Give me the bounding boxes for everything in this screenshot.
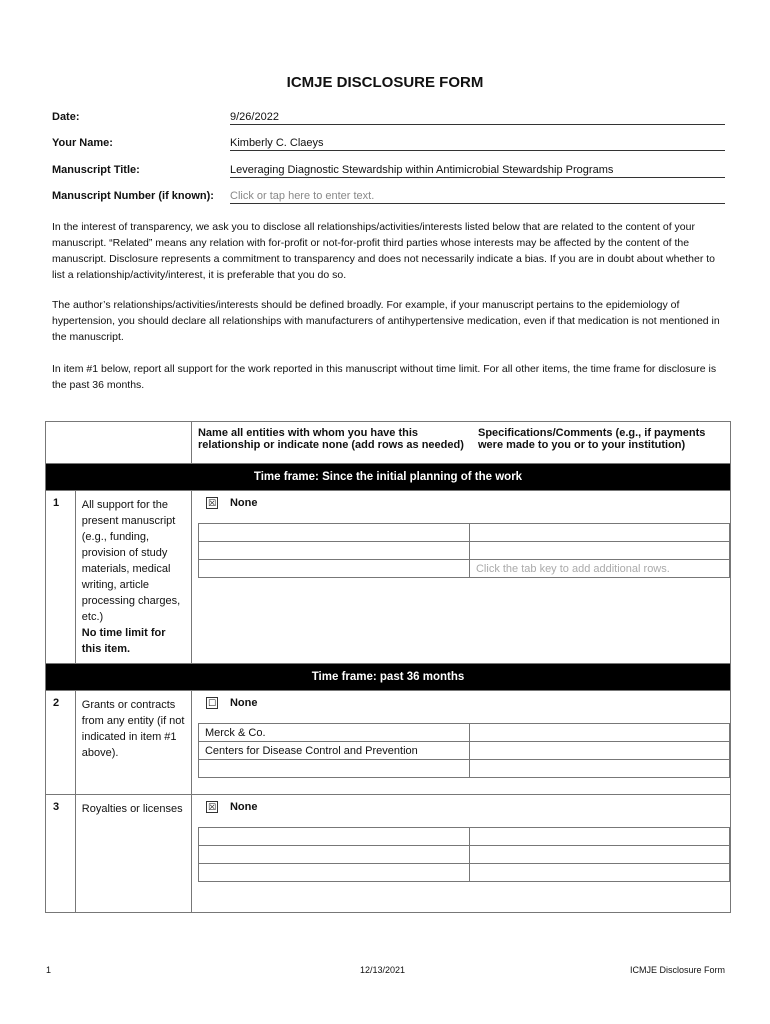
item-description: Grants or contracts from any entity (if not indicated in item #1 above).	[75, 691, 191, 795]
none-label: None	[229, 497, 258, 509]
footer-page-number: 1	[46, 965, 52, 975]
timeframe-band-initial: Time frame: Since the initial planning of the work	[46, 464, 731, 491]
entity-cell[interactable]	[198, 828, 469, 846]
header-blank-cell	[46, 422, 192, 464]
entity-cell[interactable]	[198, 760, 469, 778]
timeframe-paragraph: In item #1 below, report all support for the work reported in this manuscript without time limit. For all other items, the time frame for disclosure is the past 36 months.	[52, 363, 717, 391]
spec-cell[interactable]	[469, 846, 729, 864]
name-field[interactable]: Kimberly C. Claeys	[230, 137, 725, 151]
spec-cell[interactable]	[469, 760, 729, 778]
none-label: None	[229, 697, 258, 709]
none-checkbox[interactable]: ☒	[207, 498, 217, 509]
none-option[interactable]	[192, 491, 730, 515]
entity-cell[interactable]	[198, 542, 469, 560]
item-response-cell	[191, 491, 730, 664]
none-option[interactable]	[192, 691, 730, 715]
timeframe-band-36-months: Time frame: past 36 months	[46, 664, 731, 691]
manuscript-number-field[interactable]: Click or tap here to enter text.	[230, 190, 725, 204]
header-specs: Specifications/Comments (e.g., if payments were made to you or to your institution)	[472, 422, 731, 464]
spec-cell[interactable]	[469, 524, 729, 542]
date-label: Date:	[52, 111, 80, 123]
item-description-bold: No time limit for this item.	[81, 627, 166, 655]
none-label: None	[229, 801, 258, 813]
item-description-text: All support for the present manuscript (e.g., funding, provision of study materials, medical writing, article processing charges, etc.)	[81, 499, 181, 623]
entity-table	[198, 523, 730, 578]
name-label: Your Name:	[52, 137, 113, 149]
footer-date: 12/13/2021	[360, 965, 406, 975]
none-option[interactable]	[192, 795, 730, 819]
spec-cell[interactable]	[469, 742, 729, 760]
item-description: Royalties or licenses	[75, 795, 191, 913]
item-response-cell	[191, 691, 730, 795]
entity-cell[interactable]	[198, 864, 469, 882]
entity-cell[interactable]	[198, 560, 469, 578]
item-response-cell	[191, 795, 730, 913]
date-field[interactable]: 9/26/2022	[230, 111, 725, 125]
item-number: 1	[46, 491, 76, 664]
add-rows-hint: Click the tab key to add additional rows.	[469, 560, 729, 578]
entity-cell[interactable]: Merck & Co.	[198, 724, 469, 742]
item-number: 2	[46, 691, 76, 795]
entity-cell[interactable]	[198, 524, 469, 542]
item-description	[75, 491, 191, 664]
manuscript-title-label: Manuscript Title:	[52, 164, 140, 176]
none-checkbox[interactable]: ☒	[207, 802, 217, 813]
item-number: 3	[46, 795, 76, 913]
entity-table	[198, 723, 730, 778]
entity-table	[198, 827, 730, 882]
definition-paragraph: The author’s relationships/activities/interests should be defined broadly. For example, if your manuscript pertains to the epidemiology of hypertension, you should declare all relationships with manufacturers of antihypertensive medication, even if that medication is not mentioned in the manuscript.	[52, 299, 720, 343]
spec-cell[interactable]	[469, 542, 729, 560]
header-entities: Name all entities with whom you have this relationship or indicate none (add rows as needed)	[191, 422, 472, 464]
footer-form-name: ICMJE Disclosure Form	[629, 965, 725, 975]
spec-cell[interactable]	[469, 828, 729, 846]
spec-cell[interactable]	[469, 864, 729, 882]
entity-cell[interactable]	[198, 846, 469, 864]
disclosure-table	[45, 421, 731, 913]
manuscript-title-field[interactable]: Leveraging Diagnostic Stewardship within Antimicrobial Stewardship Programs	[230, 164, 725, 178]
entity-cell[interactable]: Centers for Disease Control and Prevention	[198, 742, 469, 760]
none-checkbox[interactable]: ☐	[207, 698, 217, 709]
manuscript-number-label: Manuscript Number (if known):	[52, 190, 214, 202]
intro-paragraph: In the interest of transparency, we ask you to disclose all relationships/activities/interests listed below that are related to the content of your manuscript. “Related” means any relation with for-profit or not-for-profit third parties whose interests may be affected by the content of the manuscript. Disclosure represents a commitment to transparency and does not necessarily indicate a bias. If you are in doubt about whether to list a relationship/activity/interest, it is preferable that you do so.	[52, 221, 716, 281]
spec-cell[interactable]	[469, 724, 729, 742]
form-title: ICMJE DISCLOSURE FORM	[286, 74, 484, 91]
